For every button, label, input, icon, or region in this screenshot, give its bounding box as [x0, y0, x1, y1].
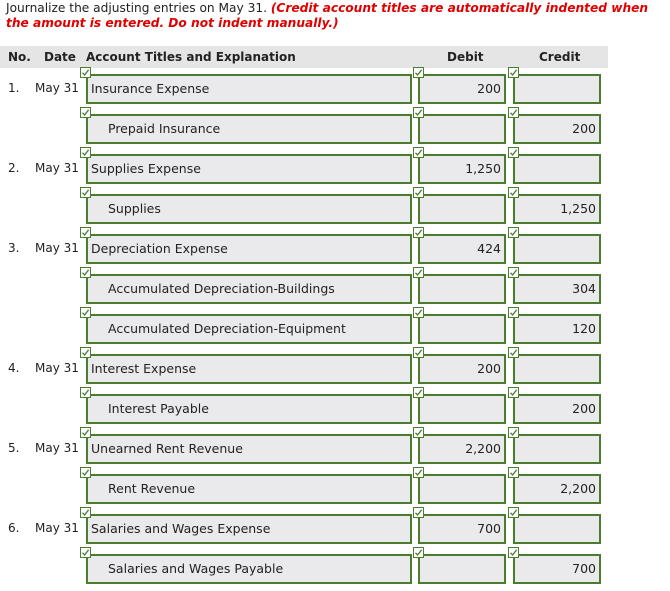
- check-icon: [508, 147, 519, 158]
- debit-amount-field[interactable]: [418, 474, 506, 504]
- debit-amount-field[interactable]: 200: [418, 354, 506, 384]
- entry-number: 4.: [8, 361, 20, 375]
- header-debit: Debit: [447, 50, 484, 64]
- header-credit: Credit: [539, 50, 581, 64]
- check-icon: [508, 67, 519, 78]
- check-icon: [413, 507, 424, 518]
- account-title-field[interactable]: Accumulated Depreciation-Buildings: [86, 274, 412, 304]
- check-icon: [80, 267, 91, 278]
- header-date: Date: [44, 50, 76, 64]
- debit-amount-field[interactable]: 1,250: [418, 154, 506, 184]
- check-icon: [80, 67, 91, 78]
- debit-amount-field[interactable]: 2,200: [418, 434, 506, 464]
- check-icon: [80, 387, 91, 398]
- account-title-field[interactable]: Insurance Expense: [86, 74, 412, 104]
- credit-amount-field[interactable]: [513, 74, 601, 104]
- instructions-text: Journalize the adjusting entries on May 31.: [6, 1, 271, 15]
- check-icon: [508, 267, 519, 278]
- account-title-field[interactable]: Supplies Expense: [86, 154, 412, 184]
- check-icon: [413, 427, 424, 438]
- account-title-field[interactable]: Prepaid Insurance: [86, 114, 412, 144]
- entry-date: May 31: [35, 521, 79, 535]
- credit-amount-field[interactable]: 304: [513, 274, 601, 304]
- check-icon: [413, 547, 424, 558]
- entry-number: 1.: [8, 81, 20, 95]
- debit-amount-field[interactable]: [418, 314, 506, 344]
- check-icon: [80, 507, 91, 518]
- check-icon: [413, 307, 424, 318]
- check-icon: [80, 307, 91, 318]
- entry-number: 5.: [8, 441, 20, 455]
- debit-amount-field[interactable]: 200: [418, 74, 506, 104]
- check-icon: [413, 387, 424, 398]
- check-icon: [508, 427, 519, 438]
- check-icon: [80, 147, 91, 158]
- check-icon: [413, 267, 424, 278]
- check-icon: [413, 67, 424, 78]
- credit-amount-field[interactable]: [513, 434, 601, 464]
- credit-amount-field[interactable]: 2,200: [513, 474, 601, 504]
- check-icon: [80, 187, 91, 198]
- check-icon: [413, 467, 424, 478]
- table-header: [0, 46, 608, 68]
- account-title-field[interactable]: Supplies: [86, 194, 412, 224]
- entry-date: May 31: [35, 161, 79, 175]
- account-title-field[interactable]: Depreciation Expense: [86, 234, 412, 264]
- check-icon: [508, 507, 519, 518]
- account-title-field[interactable]: Salaries and Wages Payable: [86, 554, 412, 584]
- entry-number: 6.: [8, 521, 20, 535]
- check-icon: [508, 387, 519, 398]
- instructions-emphasis: (Credit account titles are automatically indented when the amount is entered. Do not indent manually.): [6, 1, 649, 30]
- credit-amount-field[interactable]: [513, 234, 601, 264]
- debit-amount-field[interactable]: [418, 274, 506, 304]
- account-title-field[interactable]: Interest Payable: [86, 394, 412, 424]
- debit-amount-field[interactable]: 424: [418, 234, 506, 264]
- entry-date: May 31: [35, 241, 79, 255]
- credit-amount-field[interactable]: [513, 354, 601, 384]
- entry-number: 2.: [8, 161, 20, 175]
- check-icon: [80, 547, 91, 558]
- credit-amount-field[interactable]: [513, 514, 601, 544]
- check-icon: [413, 347, 424, 358]
- check-icon: [508, 227, 519, 238]
- instructions: [6, 1, 668, 31]
- check-icon: [80, 227, 91, 238]
- check-icon: [80, 347, 91, 358]
- account-title-field[interactable]: Salaries and Wages Expense: [86, 514, 412, 544]
- entry-number: 3.: [8, 241, 20, 255]
- check-icon: [508, 547, 519, 558]
- check-icon: [413, 227, 424, 238]
- debit-amount-field[interactable]: [418, 114, 506, 144]
- account-title-field[interactable]: Unearned Rent Revenue: [86, 434, 412, 464]
- debit-amount-field[interactable]: [418, 554, 506, 584]
- entry-date: May 31: [35, 81, 79, 95]
- credit-amount-field[interactable]: 120: [513, 314, 601, 344]
- debit-amount-field[interactable]: [418, 394, 506, 424]
- check-icon: [508, 187, 519, 198]
- check-icon: [413, 187, 424, 198]
- check-icon: [508, 467, 519, 478]
- entry-date: May 31: [35, 361, 79, 375]
- account-title-field[interactable]: Rent Revenue: [86, 474, 412, 504]
- header-no: No.: [8, 50, 31, 64]
- check-icon: [80, 427, 91, 438]
- debit-amount-field[interactable]: 700: [418, 514, 506, 544]
- credit-amount-field[interactable]: 1,250: [513, 194, 601, 224]
- check-icon: [413, 107, 424, 118]
- credit-amount-field[interactable]: [513, 154, 601, 184]
- header-account: Account Titles and Explanation: [86, 50, 296, 64]
- debit-amount-field[interactable]: [418, 194, 506, 224]
- check-icon: [508, 307, 519, 318]
- credit-amount-field[interactable]: 200: [513, 394, 601, 424]
- check-icon: [413, 147, 424, 158]
- check-icon: [508, 347, 519, 358]
- check-icon: [80, 107, 91, 118]
- credit-amount-field[interactable]: 200: [513, 114, 601, 144]
- check-icon: [80, 467, 91, 478]
- entry-date: May 31: [35, 441, 79, 455]
- account-title-field[interactable]: Accumulated Depreciation-Equipment: [86, 314, 412, 344]
- check-icon: [508, 107, 519, 118]
- credit-amount-field[interactable]: 700: [513, 554, 601, 584]
- account-title-field[interactable]: Interest Expense: [86, 354, 412, 384]
